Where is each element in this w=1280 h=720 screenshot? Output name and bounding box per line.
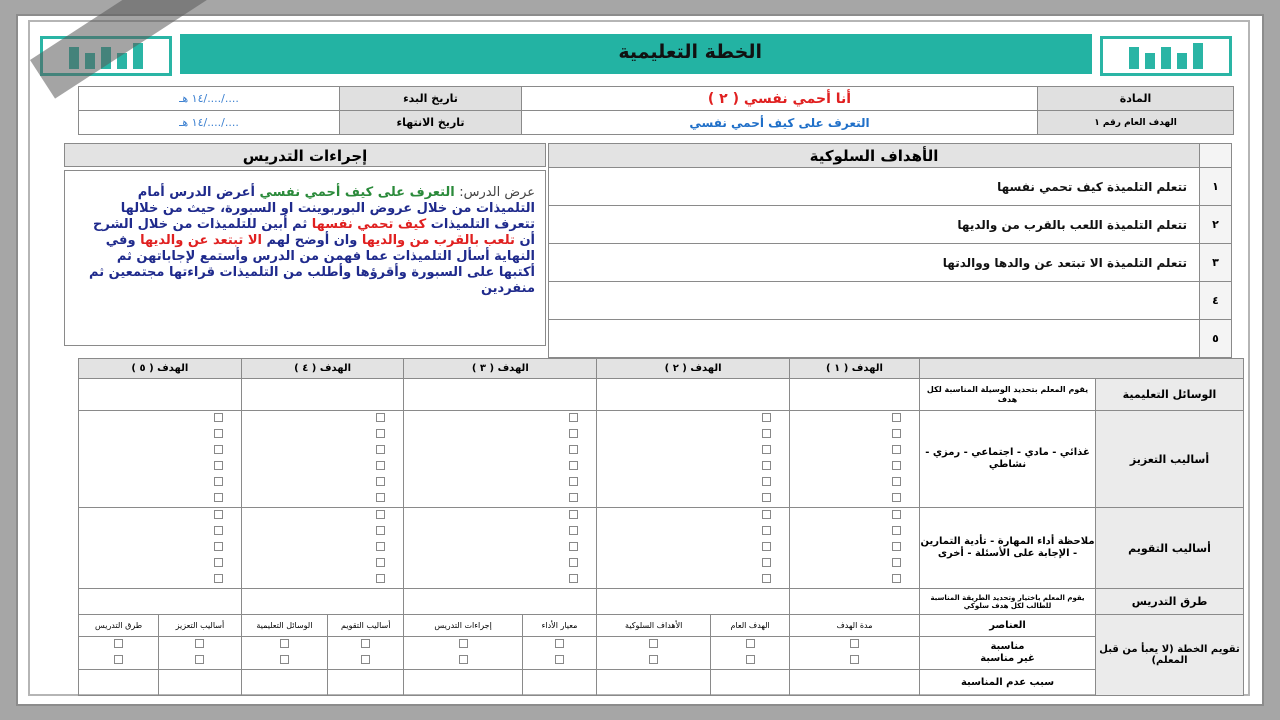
checkbox[interactable] bbox=[376, 526, 385, 535]
checkbox[interactable] bbox=[569, 413, 578, 422]
checkbox[interactable] bbox=[459, 639, 468, 648]
checkbox[interactable] bbox=[569, 493, 578, 502]
objective-number: ١ bbox=[1200, 168, 1232, 206]
evaluation-elements-label: العناصر bbox=[920, 615, 1096, 637]
checkbox[interactable] bbox=[214, 413, 223, 422]
start-date-label: تاريخ البدء bbox=[340, 87, 522, 111]
checkbox[interactable] bbox=[762, 413, 771, 422]
checkbox[interactable] bbox=[376, 510, 385, 519]
checkbox[interactable] bbox=[459, 655, 468, 664]
row-label: أساليب التقويم bbox=[1096, 508, 1244, 589]
checkbox[interactable] bbox=[376, 429, 385, 438]
checkbox[interactable] bbox=[214, 477, 223, 486]
checkbox[interactable] bbox=[569, 461, 578, 470]
evaluation-column: أساليب التقويم bbox=[328, 615, 404, 637]
page-title: الخطة التعليمية bbox=[618, 41, 762, 63]
subject-value: أنا أحمي نفسي ( ٢ ) bbox=[522, 87, 1038, 111]
row-label: الوسائل التعليمية bbox=[1096, 379, 1244, 411]
evaluation-column: طرق التدريس bbox=[79, 615, 159, 637]
checkbox[interactable] bbox=[762, 445, 771, 454]
objective-number: ٣ bbox=[1200, 244, 1232, 282]
checkbox[interactable] bbox=[892, 477, 901, 486]
checkbox[interactable] bbox=[214, 558, 223, 567]
evaluation-column: الهدف العام bbox=[711, 615, 790, 637]
checkbox[interactable] bbox=[850, 655, 859, 664]
evaluation-not-fit: غير مناسبة bbox=[980, 653, 1035, 664]
evaluation-reason: سبب عدم المناسبة bbox=[920, 670, 1096, 696]
procedures-body: وفي النهاية أسأل التلميذات عما فهمن من الدرس وأستمع لإجاباتهن ثم أكتبها على السبورة وأقرؤها وأطلب من التلميذات قراءتها مجتمعين ثم منفردين bbox=[89, 233, 535, 296]
procedures-body: وان أوضح لهم bbox=[266, 233, 358, 248]
evaluation-side-label: تقويم الخطة (لا يعبأ من قبل المعلم) bbox=[1096, 615, 1244, 696]
checkbox[interactable] bbox=[214, 574, 223, 583]
evaluation-fit: مناسبة bbox=[990, 641, 1025, 652]
row-description: غذائي - مادي - اجتماعي - رمزي - نشاطي bbox=[920, 411, 1096, 508]
checkbox[interactable] bbox=[376, 445, 385, 454]
checkbox[interactable] bbox=[214, 461, 223, 470]
row-label: طرق التدريس bbox=[1096, 589, 1244, 615]
checkbox[interactable] bbox=[762, 429, 771, 438]
checkbox[interactable] bbox=[746, 639, 755, 648]
checkbox[interactable] bbox=[762, 558, 771, 567]
checkbox[interactable] bbox=[114, 655, 123, 664]
info-table bbox=[78, 86, 1234, 135]
evaluation-column: معيار الأداء bbox=[522, 615, 596, 637]
goal-header: الهدف ( ٥ ) bbox=[79, 359, 242, 379]
checkbox[interactable] bbox=[569, 477, 578, 486]
checkbox[interactable] bbox=[214, 542, 223, 551]
checkbox[interactable] bbox=[361, 639, 370, 648]
checkbox[interactable] bbox=[555, 639, 564, 648]
checkbox[interactable] bbox=[376, 493, 385, 502]
objectives-heading: الأهداف السلوكية bbox=[549, 144, 1200, 168]
checkbox[interactable] bbox=[762, 574, 771, 583]
checkbox[interactable] bbox=[892, 574, 901, 583]
checkbox[interactable] bbox=[892, 493, 901, 502]
checkbox[interactable] bbox=[649, 655, 658, 664]
checkbox[interactable] bbox=[280, 655, 289, 664]
checkbox[interactable] bbox=[195, 639, 204, 648]
procedures-body: ثم أبين للتلميذات من خلال الشرح أن bbox=[93, 217, 535, 248]
checkbox[interactable] bbox=[569, 510, 578, 519]
checkbox[interactable] bbox=[569, 445, 578, 454]
procedures-body: أعرض الدرس أمام التلميذات من خلال عروض البوربوينت او السبورة، حيث من خلالها تتعرف التلميذات bbox=[120, 185, 535, 232]
checkbox[interactable] bbox=[892, 445, 901, 454]
checkbox[interactable] bbox=[762, 526, 771, 535]
checkbox[interactable] bbox=[555, 655, 564, 664]
checkbox[interactable] bbox=[214, 493, 223, 502]
evaluation-column: الوسائل التعليمية bbox=[241, 615, 327, 637]
checkbox[interactable] bbox=[214, 526, 223, 535]
checkbox[interactable] bbox=[892, 558, 901, 567]
checkbox[interactable] bbox=[892, 413, 901, 422]
checkbox[interactable] bbox=[376, 574, 385, 583]
objective-number: ٥ bbox=[1200, 320, 1232, 358]
checkbox[interactable] bbox=[569, 526, 578, 535]
checkbox[interactable] bbox=[376, 413, 385, 422]
objective-item: تتعلم التلميذة كيف تحمي نفسها bbox=[549, 168, 1200, 206]
objective-item: تتعلم التلميذة اللعب بالقرب من والديها bbox=[549, 206, 1200, 244]
checkbox[interactable] bbox=[214, 429, 223, 438]
procedures-topic: التعرف على كيف أحمي نفسي bbox=[259, 185, 455, 200]
objective-item: تتعلم التلميذة الا تبتعد عن والدها ووالدتها bbox=[549, 244, 1200, 282]
checkbox[interactable] bbox=[195, 655, 204, 664]
checkbox[interactable] bbox=[569, 558, 578, 567]
subject-label: المادة bbox=[1038, 87, 1234, 111]
objective-item bbox=[549, 320, 1200, 358]
checkbox[interactable] bbox=[762, 461, 771, 470]
checkbox[interactable] bbox=[892, 429, 901, 438]
evaluation-column: إجراءات التدريس bbox=[404, 615, 522, 637]
checkbox[interactable] bbox=[569, 429, 578, 438]
goal-value: التعرف على كيف أحمي نفسي bbox=[522, 111, 1038, 135]
procedures-text bbox=[64, 170, 546, 346]
evaluation-column: مدة الهدف bbox=[790, 615, 920, 637]
checkbox[interactable] bbox=[280, 639, 289, 648]
checkbox[interactable] bbox=[569, 574, 578, 583]
end-date-value: ..../..../١٤ هـ bbox=[79, 111, 340, 135]
goal-label: الهدف العام رقم ١ bbox=[1038, 111, 1234, 135]
checkbox[interactable] bbox=[892, 526, 901, 535]
goal-header: الهدف ( ١ ) bbox=[790, 359, 920, 379]
row-description: ملاحظة أداء المهارة - تأدية التمارين - الإجابة على الأسئلة - أخرى bbox=[920, 508, 1096, 589]
checkbox[interactable] bbox=[762, 510, 771, 519]
checkbox[interactable] bbox=[376, 558, 385, 567]
plan-grid bbox=[78, 358, 1244, 696]
objective-item bbox=[549, 282, 1200, 320]
checkbox[interactable] bbox=[892, 542, 901, 551]
checkbox[interactable] bbox=[214, 510, 223, 519]
start-date-value: ..../..../١٤ هـ bbox=[79, 87, 340, 111]
evaluation-column: أساليب التعزيز bbox=[159, 615, 242, 637]
checkbox[interactable] bbox=[376, 461, 385, 470]
checkbox[interactable] bbox=[892, 510, 901, 519]
checkbox[interactable] bbox=[762, 477, 771, 486]
checkbox[interactable] bbox=[376, 477, 385, 486]
checkbox[interactable] bbox=[569, 542, 578, 551]
checkbox[interactable] bbox=[114, 639, 123, 648]
checkbox[interactable] bbox=[376, 542, 385, 551]
goal-header: الهدف ( ٤ ) bbox=[241, 359, 404, 379]
row-description: يقوم المعلم باختيار وتحديد الطريقة المناسبة للطالب لكل هدف سلوكي bbox=[920, 589, 1096, 615]
checkbox[interactable] bbox=[762, 493, 771, 502]
logo-right bbox=[1100, 36, 1232, 76]
procedures-highlight: تلعب بالقرب من والديها bbox=[361, 233, 515, 248]
evaluation-column: الأهداف السلوكية bbox=[597, 615, 711, 637]
row-description: يقوم المعلم بتحديد الوسيلة المناسبة لكل هدف bbox=[920, 379, 1096, 411]
checkbox[interactable] bbox=[762, 542, 771, 551]
procedures-highlight: كيف تحمي نفسها bbox=[311, 217, 427, 232]
header-band bbox=[180, 34, 1092, 74]
objective-number: ٤ bbox=[1200, 282, 1232, 320]
checkbox[interactable] bbox=[746, 655, 755, 664]
goal-header: الهدف ( ٣ ) bbox=[404, 359, 597, 379]
checkbox[interactable] bbox=[361, 655, 370, 664]
procedures-heading: إجراءات التدريس bbox=[64, 143, 546, 167]
goal-header: الهدف ( ٢ ) bbox=[597, 359, 790, 379]
checkbox[interactable] bbox=[649, 639, 658, 648]
checkbox[interactable] bbox=[214, 445, 223, 454]
objective-number: ٢ bbox=[1200, 206, 1232, 244]
procedures-highlight: الا تبتعد عن والديها bbox=[140, 233, 262, 248]
row-label: أساليب التعزيز bbox=[1096, 411, 1244, 508]
checkbox[interactable] bbox=[850, 639, 859, 648]
procedures-lead: عرض الدرس: bbox=[459, 185, 535, 200]
checkbox[interactable] bbox=[892, 461, 901, 470]
end-date-label: تاريخ الانتهاء bbox=[340, 111, 522, 135]
objectives-table bbox=[548, 143, 1232, 358]
